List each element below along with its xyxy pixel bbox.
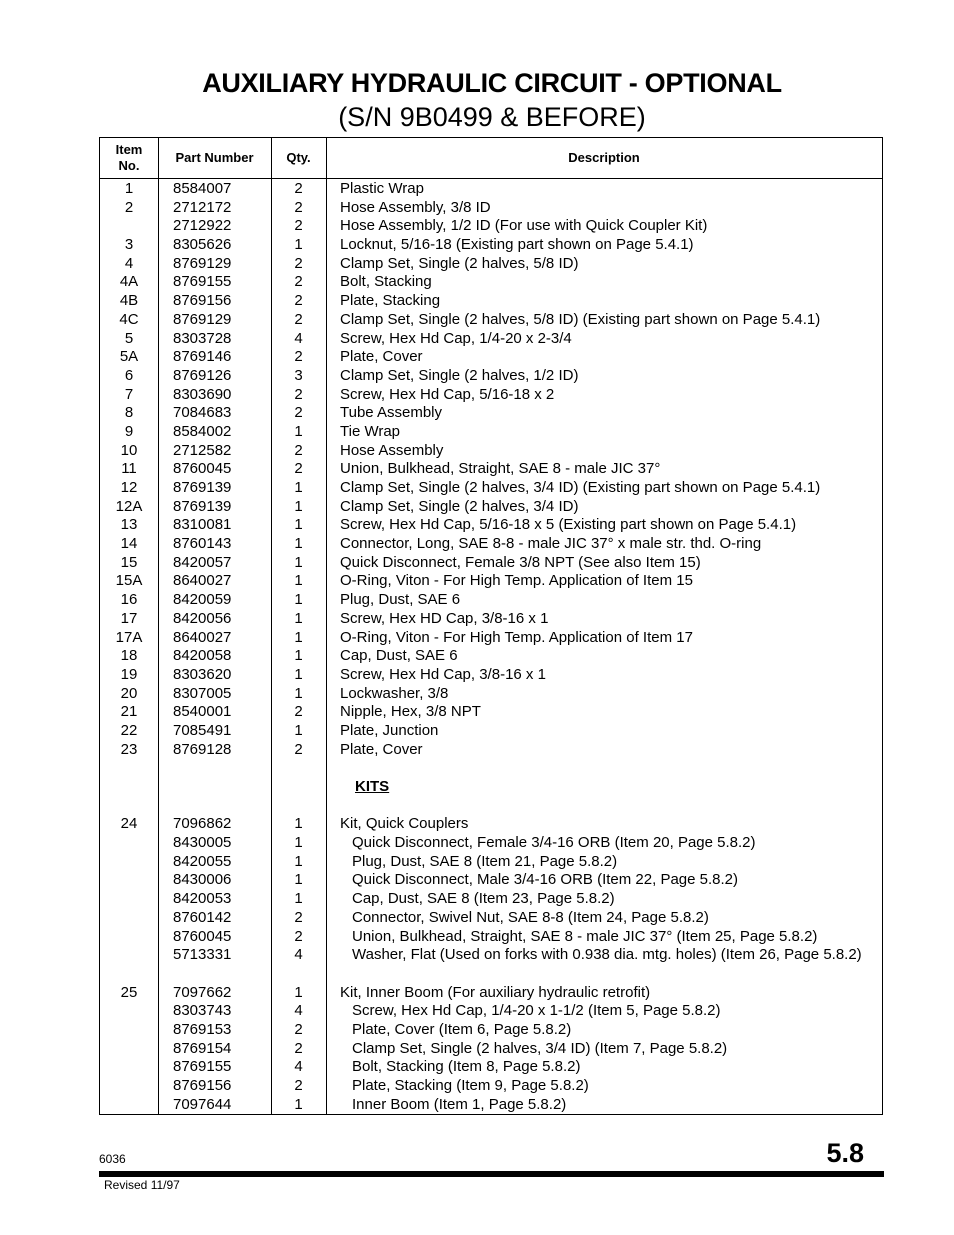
item-number: 23 <box>120 740 138 758</box>
quantity: 2 <box>294 1020 303 1038</box>
quantity: 1 <box>294 983 303 1001</box>
quantity: 1 <box>294 815 303 833</box>
part-number: 2712582 <box>173 441 232 459</box>
part-number: 8769146 <box>173 348 232 366</box>
part-number: 8760045 <box>173 460 232 478</box>
description: Kit, Quick Couplers <box>340 815 469 833</box>
quantity: 2 <box>294 217 303 235</box>
quantity: 1 <box>294 572 303 590</box>
table-row <box>100 199 882 218</box>
quantity: 4 <box>294 1058 303 1076</box>
description: Quick Disconnect, Female 3/8 NPT (See also Item 15) <box>340 553 701 571</box>
description: Hose Assembly <box>340 441 444 459</box>
description: Hose Assembly, 1/2 ID (For use with Quick Coupler Kit) <box>340 217 708 235</box>
page-subtitle: (S/N 9B0499 & BEFORE) <box>338 102 646 132</box>
description: Plate, Cover (Item 6, Page 5.8.2) <box>352 1020 572 1038</box>
item-number: 17 <box>120 609 138 627</box>
description: Quick Disconnect, Male 3/4-16 ORB (Item 22, Page 5.8.2) <box>352 871 739 889</box>
table-row <box>100 666 882 685</box>
quantity: 1 <box>294 591 303 609</box>
item-number: 4B <box>119 292 139 310</box>
description: Clamp Set, Single (2 halves, 3/4 ID) <box>340 497 579 515</box>
table-row <box>100 1040 882 1059</box>
header-description: Description <box>568 150 640 165</box>
part-number: 8420058 <box>173 647 232 665</box>
part-number: 8303690 <box>173 385 232 403</box>
parts-table <box>99 137 883 1115</box>
part-number: 8420053 <box>173 890 232 908</box>
description: O-Ring, Viton - For High Temp. Application of Item 17 <box>340 628 693 646</box>
table-row <box>100 591 882 610</box>
part-number: 8305626 <box>173 236 232 254</box>
description: Plate, Cover <box>340 348 423 366</box>
part-number: 8769139 <box>173 497 232 515</box>
quantity: 2 <box>294 273 303 291</box>
description: Union, Bulkhead, Straight, SAE 8 - male JIC 37° <box>340 460 661 478</box>
table-row <box>100 1021 882 1040</box>
kits-heading: KITS <box>355 778 390 795</box>
part-number: 8540001 <box>173 703 232 721</box>
table-row <box>100 853 882 872</box>
table-row <box>100 928 882 947</box>
description: Inner Boom (Item 1, Page 5.8.2) <box>352 1095 567 1113</box>
quantity: 2 <box>294 385 303 403</box>
table-row <box>100 255 882 274</box>
table-row <box>100 815 882 834</box>
document-code: 6036 <box>99 1152 126 1166</box>
quantity: 1 <box>294 665 303 683</box>
description: Clamp Set, Single (2 halves, 5/8 ID) (Existing part shown on Page 5.4.1) <box>340 310 821 328</box>
quantity: 2 <box>294 198 303 216</box>
description: Connector, Swivel Nut, SAE 8-8 (Item 24, Page 5.8.2) <box>352 908 709 926</box>
part-number: 7097662 <box>173 983 232 1001</box>
quantity: 1 <box>294 684 303 702</box>
part-number: 7084683 <box>173 404 232 422</box>
item-number: 12A <box>115 497 143 515</box>
table-row <box>100 685 882 704</box>
page-title: AUXILIARY HYDRAULIC CIRCUIT - OPTIONAL <box>202 68 782 98</box>
part-number: 8769126 <box>173 366 232 384</box>
part-number: 8769155 <box>173 273 232 291</box>
table-row <box>100 629 882 648</box>
quantity: 2 <box>294 441 303 459</box>
table-row <box>100 647 882 666</box>
quantity: 2 <box>294 254 303 272</box>
quantity: 2 <box>294 348 303 366</box>
item-number: 3 <box>124 236 134 254</box>
table-row <box>100 909 882 928</box>
part-number: 8769128 <box>173 740 232 758</box>
part-number: 7096862 <box>173 815 232 833</box>
quantity: 2 <box>294 740 303 758</box>
quantity: 1 <box>294 721 303 739</box>
description: Screw, Hex Hd Cap, 5/16-18 x 5 (Existing part shown on Page 5.4.1) <box>340 516 797 534</box>
table-row <box>100 1096 882 1115</box>
part-number: 8769153 <box>173 1020 232 1038</box>
quantity: 1 <box>294 535 303 553</box>
table-row <box>100 236 882 255</box>
description: Kit, Inner Boom (For auxiliary hydraulic retrofit) <box>340 983 651 1001</box>
description: Bolt, Stacking <box>340 273 432 291</box>
item-number: 12 <box>120 479 138 496</box>
table-row <box>100 890 882 909</box>
description: Bolt, Stacking (Item 8, Page 5.8.2) <box>352 1058 581 1076</box>
quantity: 2 <box>294 908 303 926</box>
item-number: 9 <box>124 422 134 440</box>
description: Cap, Dust, SAE 6 <box>340 647 458 665</box>
quantity: 2 <box>294 180 303 197</box>
description: Plate, Cover <box>340 740 423 758</box>
table-row <box>100 442 882 461</box>
part-number: 8420056 <box>173 609 232 627</box>
item-number: 4 <box>124 254 134 272</box>
footer-rule <box>99 1171 884 1177</box>
table-row <box>100 217 882 236</box>
table-row <box>100 423 882 442</box>
item-number: 7 <box>124 385 134 403</box>
quantity: 1 <box>294 236 303 254</box>
description: Plate, Junction <box>340 721 439 739</box>
item-number: 16 <box>120 591 138 609</box>
description: Nipple, Hex, 3/8 NPT <box>340 703 481 721</box>
part-number: 8760143 <box>173 535 232 553</box>
table-row <box>100 348 882 367</box>
quantity: 1 <box>294 516 303 534</box>
item-number: 5A <box>119 348 139 366</box>
part-number: 8769154 <box>173 1039 232 1057</box>
table-row <box>100 273 882 292</box>
table-row <box>100 386 882 405</box>
quantity: 4 <box>294 1002 303 1020</box>
quantity: 2 <box>294 703 303 721</box>
table-row <box>100 292 882 311</box>
description: Cap, Dust, SAE 8 (Item 23, Page 5.8.2) <box>352 890 615 908</box>
quantity: 4 <box>294 329 303 347</box>
description: Washer, Flat (Used on forks with 0.938 dia. mtg. holes) (Item 26, Page 5.8.2) <box>352 946 862 964</box>
revision-date: Revised 11/97 <box>104 1178 180 1192</box>
header-item-line2: No. <box>118 158 140 173</box>
part-number: 5713331 <box>173 946 232 964</box>
part-number: 8769155 <box>173 1058 232 1076</box>
item-number: 19 <box>120 665 138 683</box>
table-row <box>100 797 882 816</box>
part-number: 8640027 <box>173 572 232 590</box>
part-number: 8584007 <box>173 180 232 197</box>
quantity: 1 <box>294 852 303 870</box>
table-row <box>100 330 882 349</box>
item-number: 5 <box>124 329 134 347</box>
part-number: 8769129 <box>173 254 232 272</box>
table-row <box>100 516 882 535</box>
quantity: 2 <box>294 1077 303 1094</box>
description: Connector, Long, SAE 8-8 - male JIC 37° x male str. thd. O-ring <box>340 535 762 553</box>
table-row <box>100 572 882 591</box>
quantity: 1 <box>294 1095 303 1113</box>
table-row <box>100 180 882 199</box>
item-number: 14 <box>120 535 138 553</box>
description: Plug, Dust, SAE 8 (Item 21, Page 5.8.2) <box>352 852 618 870</box>
description: Tube Assembly <box>340 404 442 422</box>
item-number: 2 <box>124 198 134 216</box>
quantity: 2 <box>294 404 303 422</box>
header-item-line1: Item <box>115 142 143 157</box>
table-row <box>100 404 882 423</box>
header-item-no <box>100 138 158 178</box>
quantity: 1 <box>294 553 303 571</box>
item-number: 17A <box>115 628 143 646</box>
item-number: 24 <box>120 815 138 833</box>
quantity: 4 <box>294 946 303 964</box>
description: Screw, Hex HD Cap, 3/8-16 x 1 <box>340 609 549 627</box>
description: Plate, Stacking (Item 9, Page 5.8.2) <box>352 1077 589 1094</box>
item-number: 1 <box>124 180 134 197</box>
description: Tie Wrap <box>340 422 401 440</box>
quantity: 3 <box>294 366 303 384</box>
quantity: 1 <box>294 890 303 908</box>
part-number: 8760142 <box>173 908 232 926</box>
table-row <box>100 722 882 741</box>
table-row <box>100 946 882 965</box>
table-row <box>100 554 882 573</box>
quantity: 1 <box>294 647 303 665</box>
description: O-Ring, Viton - For High Temp. Application of Item 15 <box>340 572 693 590</box>
quantity: 1 <box>294 628 303 646</box>
table-row <box>100 535 882 554</box>
quantity: 2 <box>294 292 303 310</box>
part-number: 8769129 <box>173 310 232 328</box>
item-number: 13 <box>120 516 138 534</box>
item-number: 25 <box>120 983 138 1001</box>
table-row <box>100 778 882 797</box>
table-row <box>100 984 882 1003</box>
quantity: 1 <box>294 497 303 515</box>
part-number: 8420055 <box>173 852 232 870</box>
table-row <box>100 367 882 386</box>
quantity: 1 <box>294 834 303 852</box>
part-number: 7085491 <box>173 721 232 739</box>
item-number: 11 <box>121 460 137 478</box>
table-body <box>100 179 882 1114</box>
description: Clamp Set, Single (2 halves, 3/4 ID) (Item 7, Page 5.8.2) <box>352 1039 728 1057</box>
quantity: 1 <box>294 422 303 440</box>
description: Clamp Set, Single (2 halves, 3/4 ID) (Existing part shown on Page 5.4.1) <box>340 479 821 496</box>
item-number: 8 <box>124 404 134 422</box>
item-number: 20 <box>120 684 138 702</box>
description: Locknut, 5/16-18 (Existing part shown on Page 5.4.1) <box>340 236 694 254</box>
part-number: 2712922 <box>173 217 232 235</box>
part-number: 8769156 <box>173 292 232 310</box>
table-row <box>100 703 882 722</box>
quantity: 2 <box>294 1039 303 1057</box>
description: Plug, Dust, SAE 6 <box>340 591 461 609</box>
part-number: 8420057 <box>173 553 232 571</box>
part-number: 8307005 <box>173 684 232 702</box>
part-number: 8303620 <box>173 665 232 683</box>
table-row <box>100 610 882 629</box>
item-number: 4C <box>119 310 139 328</box>
table-row <box>100 460 882 479</box>
page-number: 5.8 <box>826 1138 864 1168</box>
quantity: 2 <box>294 927 303 945</box>
part-number: 8310081 <box>173 516 232 534</box>
part-number: 8430005 <box>173 834 232 852</box>
part-number: 8420059 <box>173 591 232 609</box>
description: Screw, Hex Hd Cap, 3/8-16 x 1 <box>340 665 546 683</box>
description: Plate, Stacking <box>340 292 441 310</box>
description: Union, Bulkhead, Straight, SAE 8 - male JIC 37° (Item 25, Page 5.8.2) <box>352 927 818 945</box>
part-number: 8303743 <box>173 1002 232 1020</box>
header-part-number: Part Number <box>175 150 254 165</box>
table-row <box>100 1077 882 1096</box>
part-number: 8303728 <box>173 329 232 347</box>
quantity: 1 <box>294 871 303 889</box>
item-number: 22 <box>120 721 138 739</box>
description: Screw, Hex Hd Cap, 1/4-20 x 1-1/2 (Item 5, Page 5.8.2) <box>352 1002 721 1020</box>
part-number: 8584002 <box>173 422 232 440</box>
table-row <box>100 498 882 517</box>
description: Lockwasher, 3/8 <box>340 684 449 702</box>
item-number: 18 <box>120 647 138 665</box>
part-number: 8769156 <box>173 1077 232 1094</box>
table-row <box>100 741 882 760</box>
table-row <box>100 834 882 853</box>
item-number: 21 <box>120 703 138 721</box>
description: Screw, Hex Hd Cap, 5/16-18 x 2 <box>340 385 555 403</box>
part-number: 2712172 <box>173 198 232 216</box>
item-number: 15 <box>120 553 138 571</box>
quantity: 1 <box>294 479 303 496</box>
part-number: 8640027 <box>173 628 232 646</box>
part-number: 8430006 <box>173 871 232 889</box>
quantity: 2 <box>294 460 303 478</box>
description: Clamp Set, Single (2 halves, 5/8 ID) <box>340 254 579 272</box>
table-row <box>100 479 882 498</box>
item-number: 6 <box>124 366 134 384</box>
description: Quick Disconnect, Female 3/4-16 ORB (Item 20, Page 5.8.2) <box>352 834 756 852</box>
header-qty: Qty. <box>286 150 311 165</box>
description: Clamp Set, Single (2 halves, 1/2 ID) <box>340 366 579 384</box>
table-row <box>100 311 882 330</box>
table-row <box>100 759 882 778</box>
part-number: 8760045 <box>173 927 232 945</box>
description: Plastic Wrap <box>340 180 424 197</box>
table-row <box>100 871 882 890</box>
item-number: 15A <box>115 572 143 590</box>
part-number: 7097644 <box>173 1095 232 1113</box>
quantity: 1 <box>294 609 303 627</box>
description: Hose Assembly, 3/8 ID <box>340 198 491 216</box>
table-row <box>100 965 882 984</box>
description: Screw, Hex Hd Cap, 1/4-20 x 2-3/4 <box>340 329 572 347</box>
item-number: 4A <box>119 273 139 291</box>
item-number: 10 <box>120 441 138 459</box>
quantity: 2 <box>294 310 303 328</box>
part-number: 8769139 <box>173 479 232 496</box>
table-row <box>100 1058 882 1077</box>
table-row <box>100 1002 882 1021</box>
